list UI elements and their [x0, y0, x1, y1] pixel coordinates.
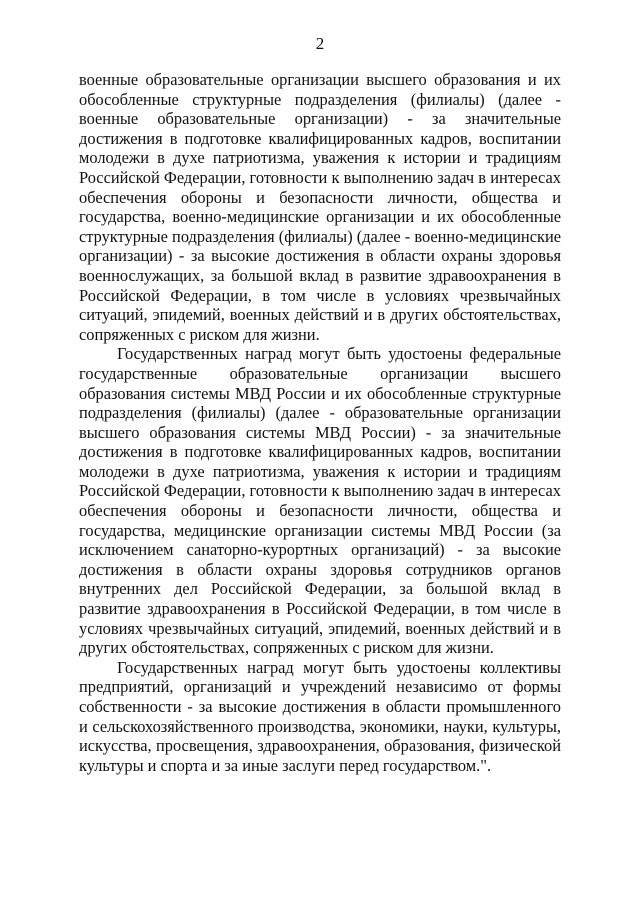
- paragraph-collectives: Государственных наград могут быть удостоены коллективы предприятий, организаций и учреждений независимо от формы собственности - за высокие достижения в области промышленного и сельскохозяйственного производства, экономики, науки, культуры, искусства, просвещения, здравоохранения, образования, физической культуры и спорта и за иные заслуги перед государством.".: [79, 657, 561, 775]
- paragraph-mvd-education: Государственных наград могут быть удостоены федеральные государственные образовательные организации высшего образования системы МВД России и их обособленные структурные подразделения (филиалы) (далее - образовательные организации высшего образования системы МВД России) - за значительные достижения в подготовке квалифицированных кадров, воспитании молодежи в духе патриотизма, уважения к истории и традициям Российской Федерации, готовности к выполнению задач в интересах обеспечения обороны и безопасности личности, общества и государства, медицинские организации системы МВД России (за исключением санаторно-курортных организаций) - за высокие достижения в области охраны здоровья сотрудников органов внутренних дел Российской Федерации, за большой вклад в развитие здравоохранения в Российской Федерации, в том числе в условиях чрезвычайных ситуаций, эпидемий, военных действий и в других обстоятельствах, сопряженных с риском для жизни.: [79, 344, 561, 658]
- document-body: [79, 70, 561, 775]
- paragraph-military-education: военные образовательные организации высшего образования и их обособленные структурные подразделения (филиалы) (далее - военные образовательные организации) - за значительные достижения в подготовке квалифицированных кадров, воспитании молодежи в духе патриотизма, уважения к истории и традициям Российской Федерации, готовности к выполнению задач в интересах обеспечения обороны и безопасности личности, общества и государства, военно-медицинские организации и их обособленные структурные подразделения (филиалы) (далее - военно-медицинские организации) - за высокие достижения в области охраны здоровья военнослужащих, за большой вклад в развитие здравоохранения в Российской Федерации, в том числе в условиях чрезвычайных ситуаций, эпидемий, военных действий и в других обстоятельствах, сопряженных с риском для жизни.: [79, 70, 561, 344]
- page-number: 2: [315, 34, 325, 53]
